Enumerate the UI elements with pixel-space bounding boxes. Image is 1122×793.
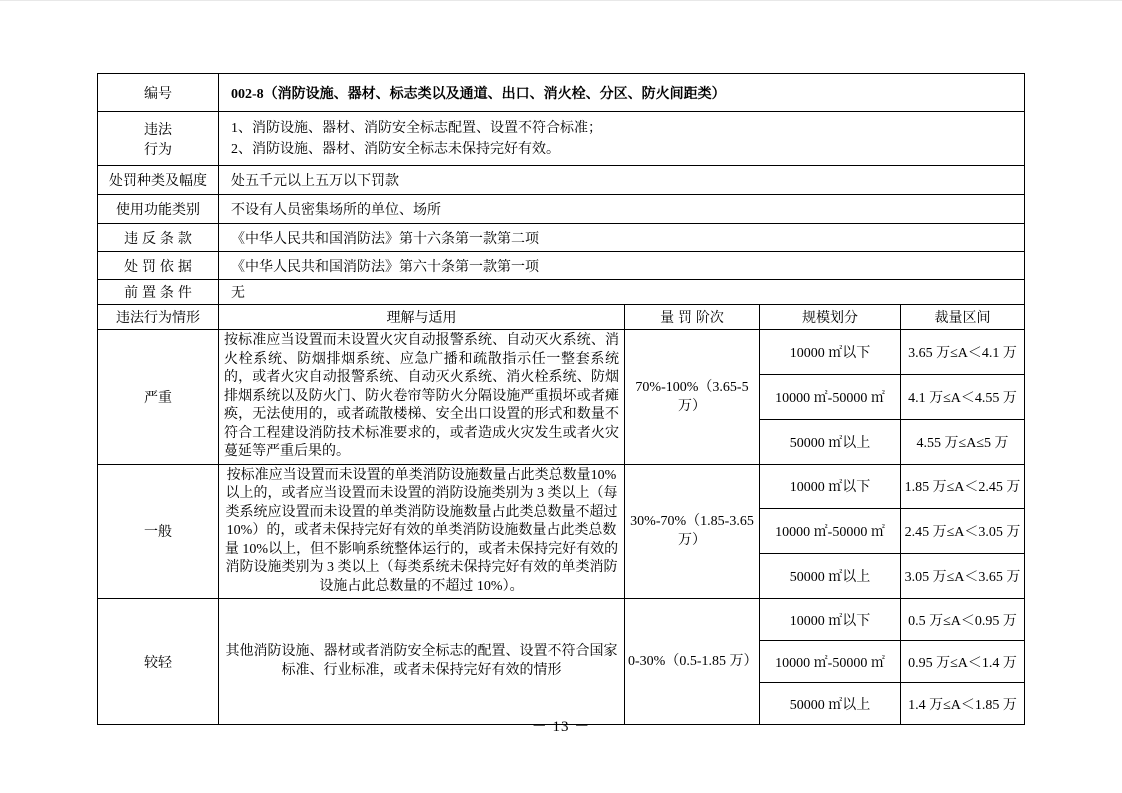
document-page — [0, 1, 1122, 793]
info-value-violation — [219, 112, 1025, 166]
header-scale-division: 规模划分 — [760, 305, 901, 330]
info-label-usage-category: 使用功能类别 — [98, 195, 219, 224]
table-row — [98, 112, 1025, 166]
violation-item-2: 2、消防设施、器材、消防安全标志未保持完好有效。 — [231, 141, 560, 157]
range-cell: 0.95 万≤A＜1.4 万 — [901, 641, 1025, 683]
scale-cell: 10000 ㎡以下 — [760, 330, 901, 375]
info-label-violation-line1: 违法 — [144, 120, 172, 137]
info-label-penalty-type: 处罚种类及幅度 — [98, 166, 219, 195]
table-row — [98, 166, 1025, 195]
header-situation: 违法行为情形 — [98, 305, 219, 330]
description-severe: 按标准应当设置而未设置火灾自动报警系统、自动灭火系统、消火栓系统、防烟排烟系统、应急广播和疏散指示任一整套系统的，或者火灾自动报警系统、自动灭火系统、消火栓系统、防烟排烟系统以及防火门、防火卷帘等防火分隔设施严重损坏或者瘫痪，无法使用的，或者疏散楼梯、安全出口设置的形式和数量不符合工程建设消防技术标准要求的，或者造成火灾发生或者火灾蔓延等严重后果的。 — [219, 330, 625, 465]
range-cell: 3.65 万≤A＜4.1 万 — [901, 330, 1025, 375]
info-value-penalty-type: 处五千元以上五万以下罚款 — [219, 166, 1025, 195]
scale-cell: 10000 ㎡-50000 ㎡ — [760, 641, 901, 683]
info-label-penalty-basis: 处 罚 依 据 — [98, 252, 219, 280]
range-cell: 3.05 万≤A＜3.65 万 — [901, 554, 1025, 599]
range-cell: 2.45 万≤A＜3.05 万 — [901, 509, 1025, 554]
table-row — [98, 74, 1025, 112]
info-value-penalty-basis: 《中华人民共和国消防法》第六十条第一款第一项 — [219, 252, 1025, 280]
info-label-violation-line2: 行为 — [144, 140, 172, 157]
info-label-number: 编号 — [98, 74, 219, 112]
stage-minor: 0-30%（0.5-1.85 万） — [625, 599, 760, 725]
stage-severe: 70%-100%（3.65-5万） — [625, 330, 760, 465]
range-cell: 4.55 万≤A≤5 万 — [901, 419, 1025, 464]
range-cell: 0.5 万≤A＜0.95 万 — [901, 599, 1025, 641]
severity-label-minor: 较轻 — [98, 599, 219, 725]
scale-cell: 50000 ㎡以上 — [760, 683, 901, 725]
table-row — [98, 195, 1025, 224]
severity-row-general — [98, 464, 1025, 509]
severity-label-general: 一般 — [98, 464, 219, 599]
header-discretion-range: 裁量区间 — [901, 305, 1025, 330]
info-label-violated-clause: 违 反 条 款 — [98, 224, 219, 252]
matrix-header-row — [98, 305, 1025, 330]
severity-row-severe — [98, 330, 1025, 375]
info-label-violation — [98, 112, 219, 166]
info-value-number: 002-8（消防设施、器材、标志类以及通道、出口、消火栓、分区、防火间距类） — [219, 74, 1025, 112]
scale-cell: 10000 ㎡-50000 ㎡ — [760, 374, 901, 419]
penalty-standard-table — [97, 73, 1025, 725]
table-row — [98, 280, 1025, 305]
scale-cell: 50000 ㎡以上 — [760, 419, 901, 464]
info-label-precondition: 前 置 条 件 — [98, 280, 219, 305]
table-row — [98, 252, 1025, 280]
range-cell: 1.4 万≤A＜1.85 万 — [901, 683, 1025, 725]
info-value-usage-category: 不设有人员密集场所的单位、场所 — [219, 195, 1025, 224]
description-minor: 其他消防设施、器材或者消防安全标志的配置、设置不符合国家标准、行业标准，或者未保持完好有效的情形 — [219, 599, 625, 725]
range-cell: 1.85 万≤A＜2.45 万 — [901, 464, 1025, 509]
severity-label-severe: 严重 — [98, 330, 219, 465]
range-cell: 4.1 万≤A＜4.55 万 — [901, 374, 1025, 419]
table-row — [98, 224, 1025, 252]
scale-cell: 10000 ㎡以下 — [760, 599, 901, 641]
header-interpretation: 理解与适用 — [219, 305, 625, 330]
scale-cell: 10000 ㎡以下 — [760, 464, 901, 509]
info-value-precondition: 无 — [219, 280, 1025, 305]
page-number: － 13 － — [531, 719, 591, 735]
severity-row-minor — [98, 599, 1025, 641]
scale-cell: 50000 ㎡以上 — [760, 554, 901, 599]
violation-item-1: 1、消防设施、器材、消防安全标志配置、设置不符合标准； — [231, 120, 602, 136]
description-general: 按标准应当设置而未设置的单类消防设施数量占此类总数量10%以上的，或者应当设置而未设置的消防设施类别为 3 类以上（每类系统应设置而未设置的单类消防设施数量占此类总数量不超过 10%）的，或者未保持完好有效的单类消防设施数量占此类总数量 10%以上，但不影响系统整体运行的，或者未保持完好有效的消防设施类别为 3 类以上（每类系统未保持完好有效的单类消防设施占此总数量的不超过 10%）。 — [219, 464, 625, 599]
info-value-violated-clause: 《中华人民共和国消防法》第十六条第一款第二项 — [219, 224, 1025, 252]
scale-cell: 10000 ㎡-50000 ㎡ — [760, 509, 901, 554]
stage-general: 30%-70%（1.85-3.65万） — [625, 464, 760, 599]
header-penalty-stage: 量 罚 阶次 — [625, 305, 760, 330]
